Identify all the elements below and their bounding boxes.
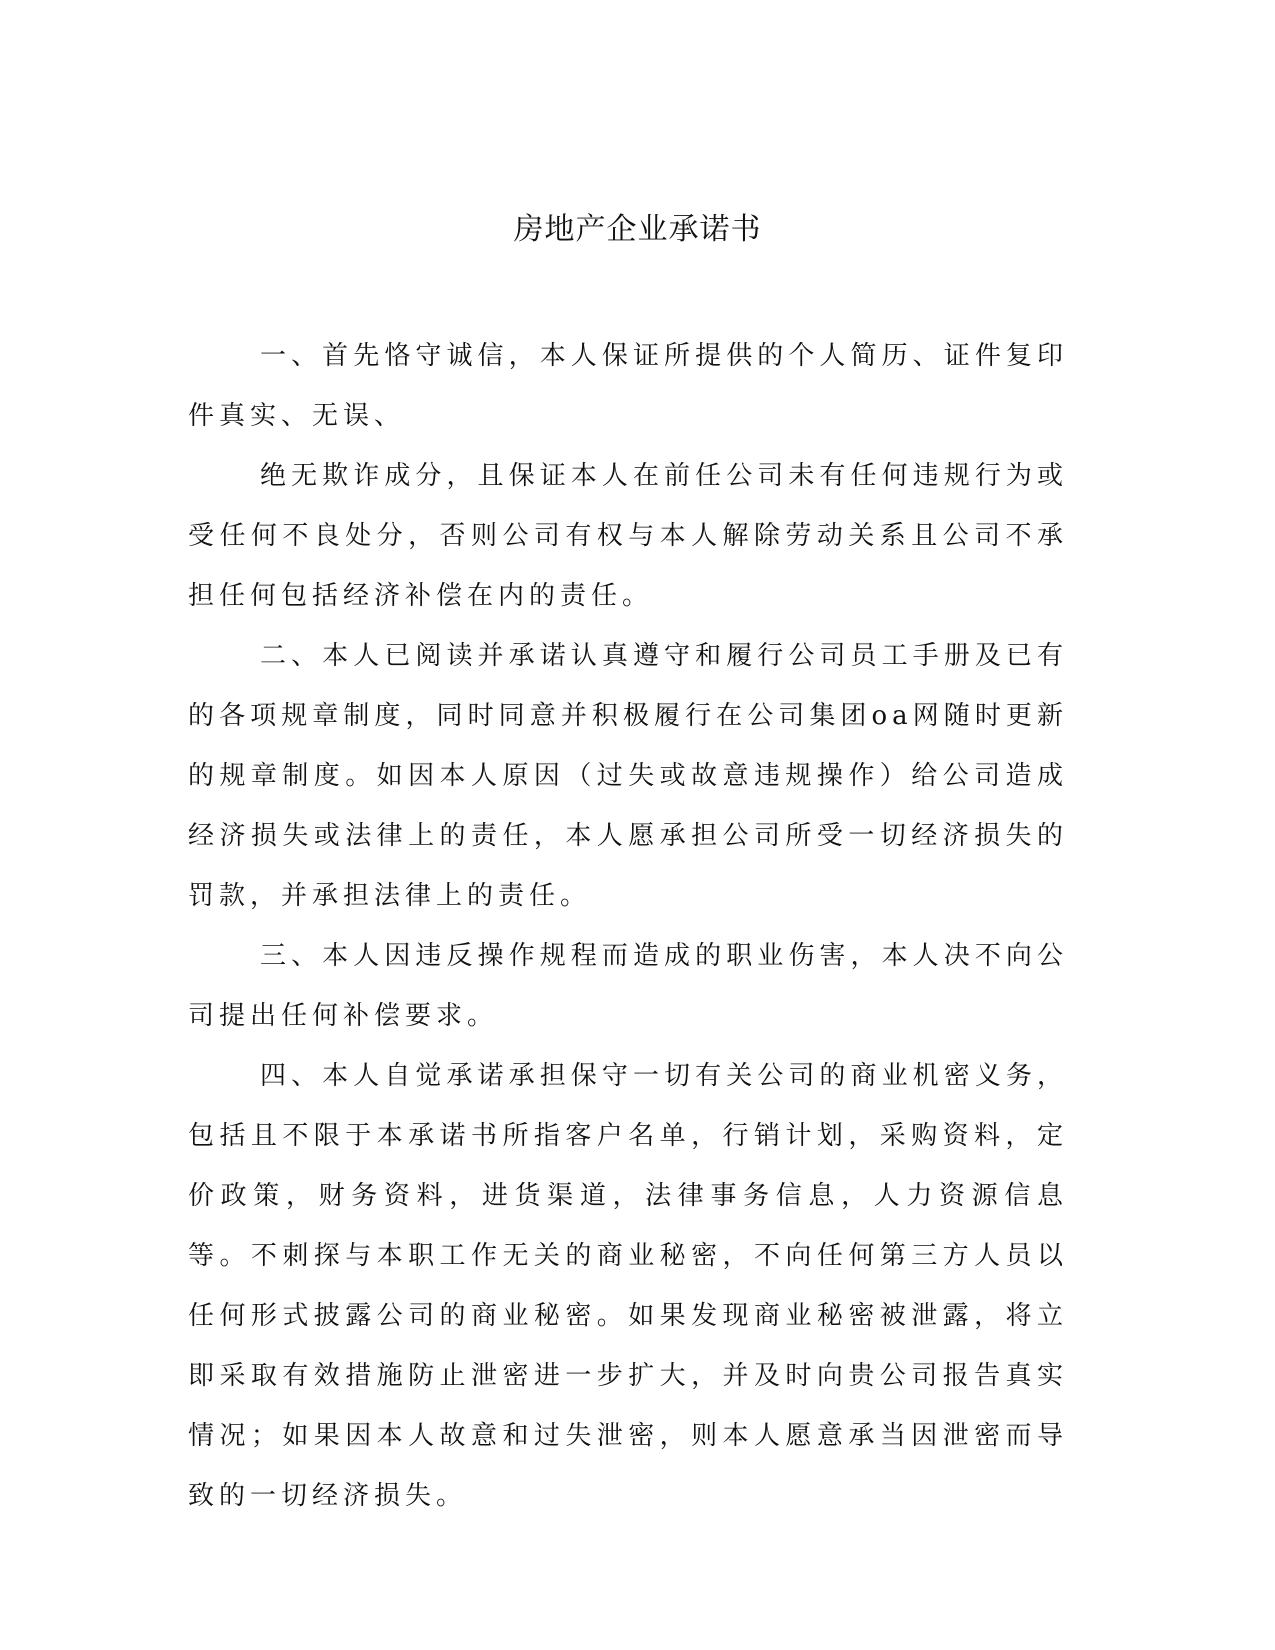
paragraph-1: 一、首先恪守诚信，本人保证所提供的个人简历、证件复印件真实、无误、 bbox=[188, 341, 1068, 431]
paragraph-5: 四、本人自觉承诺承担保守一切有关公司的商业机密义务，包括且不限于本承诺书所指客户名单，行销计划，采购资料，定价政策，财务资料，进货渠道，法律事务信息，人力资源信息等。不刺探与本职工作无关的商业秘密，不向任何第三方人员以任何形式披露公司的商业秘密。如果发现商业秘密被泄露，将立即采取有效措施防止泄密进一步扩大，并及时向贵公司报告真实情况；如果因本人故意和过失泄密，则本人愿意承当因泄密而导致的一切经济损失。 bbox=[188, 1061, 1068, 1511]
document-body bbox=[188, 326, 1068, 1526]
paragraph-4: 三、本人因违反操作规程而造成的职业伤害，本人决不向公司提出任何补偿要求。 bbox=[188, 941, 1068, 1031]
document-title: 房地产企业承诺书 bbox=[513, 212, 762, 247]
paragraph-2: 绝无欺诈成分，且保证本人在前任公司未有任何违规行为或受任何不良处分，否则公司有权与本人解除劳动关系且公司不承担任何包括经济补偿在内的责任。 bbox=[188, 461, 1068, 611]
paragraph-3: 二、本人已阅读并承诺认真遵守和履行公司员工手册及已有的各项规章制度，同时同意并积极履行在公司集团oa网随时更新的规章制度。如因本人原因（过失或故意违规操作）给公司造成经济损失或法律上的责任，本人愿承担公司所受一切经济损失的罚款，并承担法律上的责任。 bbox=[188, 641, 1068, 911]
